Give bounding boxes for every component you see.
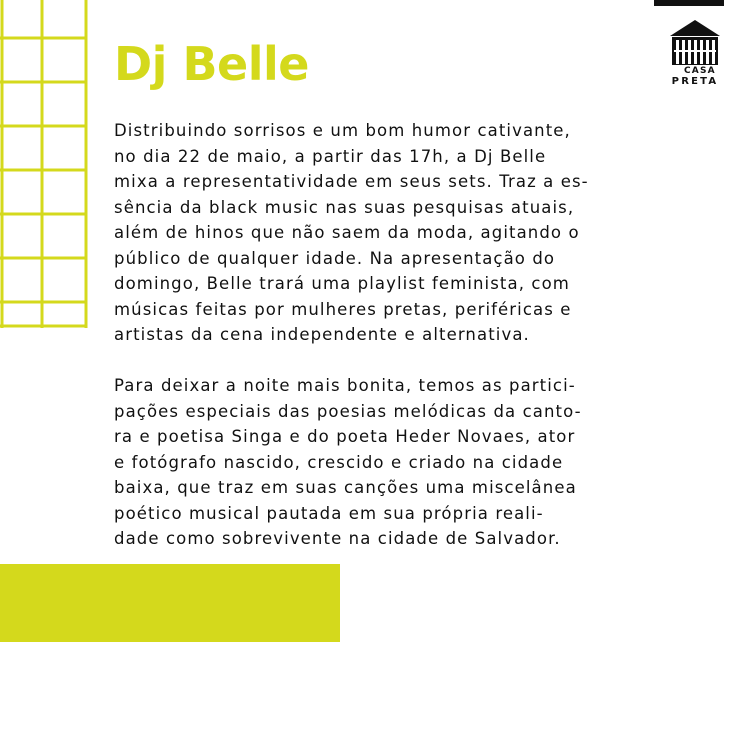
text-line: baixa, que traz em suas canções uma miscelânea xyxy=(114,478,577,497)
house-icon xyxy=(668,18,722,68)
casa-preta-logo xyxy=(668,18,722,94)
text-line: artistas da cena independente e alternativa. xyxy=(114,325,530,344)
page-title: Dj Belle xyxy=(114,37,309,91)
text-line: mixa a representatividade em seus sets. Traz a es- xyxy=(114,172,589,191)
text-line: pações especiais das poesias melódicas da canto- xyxy=(114,401,582,421)
text-line: músicas feitas por mulheres pretas, periféricas e xyxy=(114,299,572,319)
text-line: domingo, Belle trará uma playlist feminista, com xyxy=(114,274,570,293)
paragraph-gap xyxy=(114,348,684,374)
text-line: poético musical pautada em sua própria reali- xyxy=(114,503,544,523)
paragraph-2 xyxy=(114,373,684,552)
event-description xyxy=(114,118,684,552)
text-line: sência da black music nas suas pesquisas atuais, xyxy=(114,197,575,217)
text-line: no dia 22 de maio, a partir das 17h, a Dj Belle xyxy=(114,146,547,166)
decorative-yellow-block xyxy=(0,564,340,642)
paragraph-1 xyxy=(114,118,684,348)
text-line: Para deixar a noite mais bonita, temos as partici- xyxy=(114,376,576,395)
text-line: ra e poetisa Singa e do poeta Heder Novaes, ator xyxy=(114,427,576,446)
logo-text-preta: PRETA xyxy=(671,76,719,87)
logo-text-casa: CASA xyxy=(684,66,716,76)
text-line: dade como sobrevivente na cidade de Salvador. xyxy=(114,529,561,548)
decorative-grid xyxy=(0,0,96,330)
top-black-bar xyxy=(654,0,724,6)
text-line: além de hinos que não saem da moda, agitando o xyxy=(114,223,580,242)
text-line: público de qualquer idade. Na apresentação do xyxy=(114,248,556,268)
text-line: Distribuindo sorrisos e um bom humor cativante, xyxy=(114,121,571,140)
text-line: e fotógrafo nascido, crescido e criado na cidade xyxy=(114,452,564,472)
